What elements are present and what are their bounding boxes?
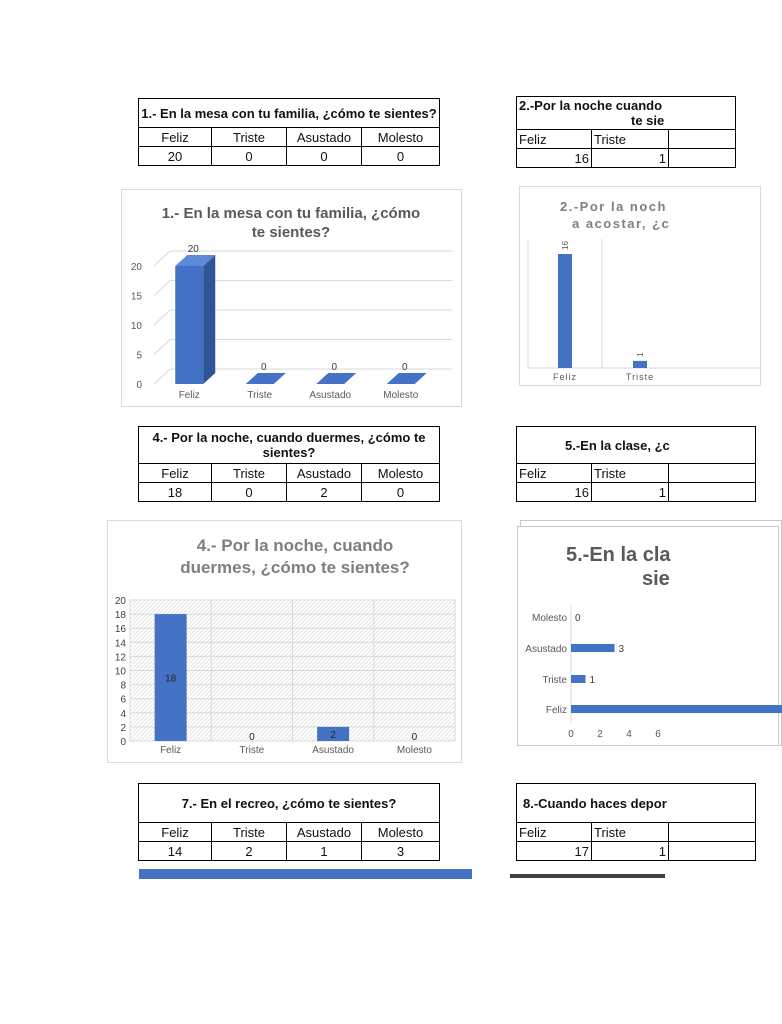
chart-q1-category-label: Asustado — [309, 390, 352, 401]
chart-q5-data-label: 1 — [589, 675, 596, 686]
table-q7-header-triste: Triste — [212, 823, 287, 842]
chart-q2-category-label: Feliz — [552, 372, 578, 382]
table-q4-value-molesto: 0 — [362, 483, 440, 502]
chart-q4-ytick-label: 0 — [120, 737, 126, 748]
chart-q4-ytick-label: 4 — [120, 708, 126, 720]
chart-q1-bar-flat — [316, 373, 356, 384]
chart-q4-ytick-label: 6 — [120, 694, 126, 706]
table-q7-value-molesto: 3 — [362, 842, 440, 861]
table-q5-header-feliz: Feliz — [517, 464, 592, 483]
table-q1-value-asustado: 0 — [287, 147, 362, 166]
chart-q4-ytick-label: 8 — [120, 680, 126, 692]
chart-q2-data-label: 1 — [636, 352, 645, 357]
table-q7-title: 7.- En el recreo, ¿cómo te sientes? — [139, 784, 440, 823]
chart-q5-bar — [571, 705, 782, 713]
chart-q8-top-strip — [510, 874, 665, 878]
table-q2-header-triste: Triste — [592, 130, 669, 149]
chart-q4-ytick-label: 10 — [114, 666, 126, 678]
chart-q1-data-label: 0 — [260, 362, 267, 373]
chart-q4-category-label: Feliz — [160, 745, 182, 756]
chart-q1-ytick-label: 15 — [130, 291, 142, 303]
chart-q1-category-label: Triste — [247, 390, 273, 401]
table-q1-title: 1.- En la mesa con tu familia, ¿cómo te sientes? — [139, 99, 440, 128]
chart-q1-category-label: Feliz — [178, 390, 200, 401]
table-q4-header-asustado: Asustado — [287, 464, 362, 483]
chart-q4 — [107, 520, 462, 763]
chart-q4-title-line1: 4.- Por la noche, cuando — [196, 536, 394, 555]
chart-q5-title-line2: sie — [642, 568, 670, 590]
chart-q1-data-label: 20 — [187, 244, 199, 255]
chart-q2-svg — [520, 187, 760, 385]
table-q5-value-feliz: 16 — [517, 483, 592, 502]
chart-q5-xtick-label: 4 — [626, 729, 632, 740]
chart-q4-ytick-label: 12 — [114, 652, 126, 664]
chart-q1-title-line2: te sientes? — [251, 224, 331, 241]
chart-q4-data-label: 0 — [249, 732, 255, 743]
table-q8-title: 8.-Cuando haces depor — [517, 784, 756, 823]
chart-q5-bar — [571, 644, 615, 652]
table-q4-value-triste: 0 — [212, 483, 287, 502]
table-q8-value-feliz: 17 — [517, 842, 592, 861]
table-q8-clip — [510, 783, 665, 861]
table-q2-value-feliz: 16 — [517, 149, 592, 168]
table-q2-header-feliz: Feliz — [517, 130, 592, 149]
chart-q7-top-strip — [139, 869, 472, 879]
chart-q4-category-label: Triste — [239, 745, 265, 756]
table-q7-value-feliz: 14 — [139, 842, 212, 861]
chart-q2 — [519, 186, 761, 386]
chart-q5-xtick-label: 6 — [655, 729, 661, 740]
chart-q1-data-label: 0 — [401, 362, 408, 373]
chart-q2-category-label: Triste — [625, 372, 655, 382]
chart-q1-category-label: Molesto — [383, 390, 419, 401]
table-q5-value-triste: 1 — [592, 483, 669, 502]
chart-q1-bar-flat — [246, 373, 286, 384]
table-q7 — [138, 783, 440, 861]
table-q4-header-feliz: Feliz — [139, 464, 212, 483]
table-q7-value-triste: 2 — [212, 842, 287, 861]
chart-q5-data-label: 0 — [575, 613, 581, 624]
table-q2-clip — [510, 96, 665, 170]
chart-q4-ytick-label: 20 — [114, 596, 126, 607]
chart-q4-ytick-label: 2 — [120, 722, 126, 734]
table-q4-header-triste: Triste — [212, 464, 287, 483]
chart-q1-title-line1: 1.- En la mesa con tu familia, ¿cómo — [161, 205, 421, 222]
chart-q2-data-label: 16 — [561, 241, 570, 250]
table-q7-header-asustado: Asustado — [287, 823, 362, 842]
table-q5 — [516, 426, 756, 502]
chart-q2-bar — [558, 254, 572, 368]
chart-q2-clip — [519, 186, 671, 386]
chart-q5-svg — [518, 527, 778, 745]
table-q4-header-molesto: Molesto — [362, 464, 440, 483]
chart-q2-title-line2: a acostar, ¿c — [572, 216, 671, 231]
chart-q1-ytick-label: 20 — [130, 262, 142, 273]
chart-q4-ytick-label: 18 — [114, 610, 126, 622]
table-q7-value-asustado: 1 — [287, 842, 362, 861]
table-q4-title-line2: sientes? — [262, 445, 316, 460]
chart-q5-bar — [571, 675, 586, 683]
chart-q1-svg — [122, 190, 461, 406]
table-q4-title-line1: 4.- Por la noche, cuando duermes, ¿cómo te — [152, 430, 426, 445]
chart-q1-data-label: 0 — [331, 362, 338, 373]
chart-q1-ytick-label: 10 — [130, 321, 142, 332]
table-q8-header-triste: Triste — [592, 823, 669, 842]
table-q2 — [516, 96, 736, 168]
chart-q5-category-label: Molesto — [531, 613, 567, 624]
table-q4 — [138, 426, 440, 502]
chart-q4-category-label: Asustado — [312, 745, 354, 756]
chart-q5-category-label: Triste — [542, 675, 567, 686]
table-q2-value-triste: 1 — [592, 149, 669, 168]
table-q5-title: 5.-En la clase, ¿c — [517, 427, 756, 464]
chart-q5-data-label: 3 — [618, 644, 625, 655]
chart-q4-category-label: Molesto — [396, 745, 432, 756]
chart-q4-ytick-label: 16 — [114, 624, 126, 636]
chart-q5-category-label: Asustado — [525, 644, 567, 655]
chart-q5-title-line1: 5.-En la cla — [566, 544, 671, 566]
chart-q1-ytick-label: 5 — [136, 350, 142, 362]
chart-q5-xtick-label: 0 — [568, 729, 574, 740]
table-q2-title-line1: 2.-Por la noche cuando — [519, 98, 663, 113]
chart-q5-category-label: Feliz — [545, 705, 567, 716]
chart-q5-xtick-label: 2 — [597, 729, 603, 740]
chart-q1-bar-front — [175, 266, 203, 384]
table-q1-header-triste: Triste — [212, 128, 287, 147]
table-q4-value-asustado: 2 — [287, 483, 362, 502]
table-q1 — [138, 98, 440, 166]
chart-q2-bar — [633, 361, 647, 368]
table-q4-value-feliz: 18 — [139, 483, 212, 502]
table-q8 — [516, 783, 756, 861]
chart-q4-svg — [108, 521, 461, 762]
table-q8-header-feliz: Feliz — [517, 823, 592, 842]
chart-q1-bar-side — [203, 255, 215, 384]
chart-q4-data-label: 2 — [330, 729, 336, 741]
chart-q4-data-label: 18 — [165, 673, 177, 685]
chart-q5-clip — [515, 520, 671, 746]
chart-q4-data-label: 0 — [411, 732, 418, 743]
table-q1-value-feliz: 20 — [139, 147, 212, 166]
table-q7-header-molesto: Molesto — [362, 823, 440, 842]
table-q5-clip — [510, 426, 670, 502]
chart-q1-bar-flat — [387, 373, 427, 384]
chart-q5 — [517, 526, 779, 746]
chart-q4-title-line2: duermes, ¿cómo te sientes? — [180, 558, 410, 577]
chart-q4-ytick-label: 14 — [114, 638, 126, 650]
chart-q1 — [121, 189, 462, 407]
table-q1-header-asustado: Asustado — [287, 128, 362, 147]
table-q8-value-triste: 1 — [592, 842, 669, 861]
table-q2-title-line2: te sie — [631, 113, 665, 128]
table-q1-value-triste: 0 — [212, 147, 287, 166]
table-q1-value-molesto: 0 — [362, 147, 440, 166]
table-q1-header-feliz: Feliz — [139, 128, 212, 147]
table-q7-header-feliz: Feliz — [139, 823, 212, 842]
table-q1-header-molesto: Molesto — [362, 128, 440, 147]
chart-q1-ytick-label: 0 — [136, 380, 142, 391]
chart-q2-title-line1: 2.-Por la noch — [560, 199, 667, 214]
table-q5-header-triste: Triste — [592, 464, 669, 483]
